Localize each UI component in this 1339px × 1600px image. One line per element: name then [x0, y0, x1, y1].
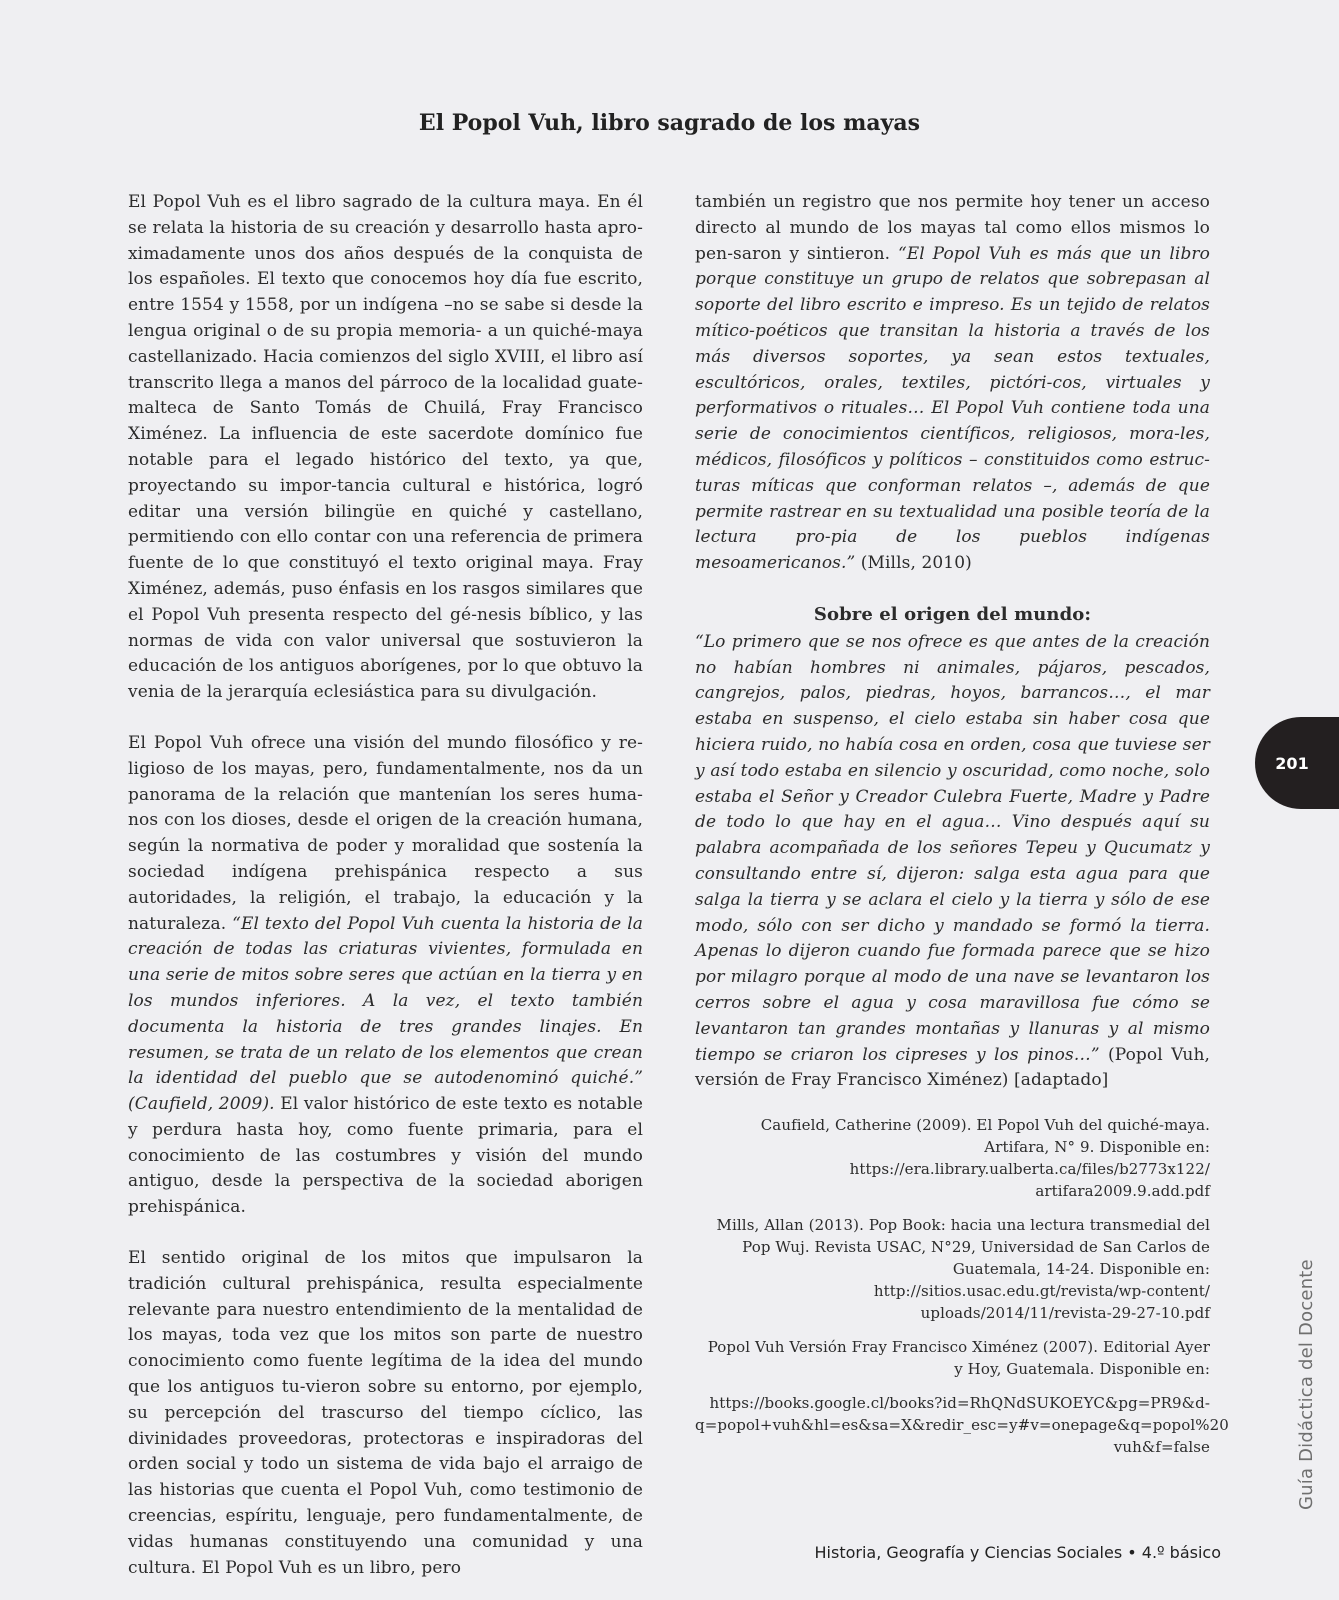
citation: (Mills, 2010)	[855, 553, 972, 574]
paragraph	[695, 630, 1210, 1094]
reference-item: Popol Vuh Versión Fray Francisco Ximénez (2007). Editorial Ayer y Hoy, Guatemala. Disponible en:	[707, 1338, 1210, 1379]
page-number-tab	[1255, 717, 1339, 809]
sidebar-label: Guía Didáctica del Docente	[1296, 1259, 1317, 1510]
quote: “Lo primero que se nos ofrece es que antes de la creación no habían hombres ni animales, pájaros, pescados, cangrejos, palos, piedras, hoyos, barrancos…, el mar estaba en suspenso, el cielo estaba sin haber cosa que hiciera ruido, no había cosa en orden, cosa que tuviese ser y así todo estaba en silencio y oscuridad, como noche, solo estaba el Señor y Creador Culebra Fuerte, Madre y Padre de todo lo que hay en el agua… Vino después aquí su palabra acompañada de los señores Tepeu y Qucumatz y consultando entre sí, dijeron: salga esta agua para que salga la tierra y se aclara el cielo y la tierra y sólo de ese modo, sólo con ser dicho y mandado se formó la tierra. Apenas lo dijeron cuando fue formada parece que se hizo por milagro porque al modo de una nave se levantaron los cerros sobre el agua y cosa maravillosa fue cómo se levantaron tan grandes montañas y llanuras y al mismo tiempo se criaron los cipreses y los pinos…”	[695, 631, 1210, 1065]
reference-item: Caufield, Catherine (2009). El Popol Vuh del quiché-maya. Artifara, N° 9. Disponible en: https://era.library.ualberta.ca/files/b2773x122/ artifara2009.9.add.pdf	[760, 1116, 1210, 1201]
quote: “El texto del Popol Vuh cuenta la historia de la creación de todas las criaturas vivientes, formulada en una serie de mitos sobre seres que actúan en la tierra y en los mundos inferiores. A la vez, el texto también documenta la historia de tres grandes linajes. En resumen, se trata de un relato de los elementos que crean la identidad del pueblo que se autodenominó quiché.” (Caufield, 2009).	[128, 913, 643, 1115]
page-title: El Popol Vuh, libro sagrado de los mayas	[418, 110, 921, 136]
paragraph	[128, 731, 643, 1221]
page-number: 201	[1275, 753, 1309, 773]
section-heading: Sobre el origen del mundo:	[813, 603, 1092, 625]
left-column	[128, 190, 643, 1581]
paragraph-text: también un registro que nos permite hoy tener un acceso directo al mundo de los mayas tal como ellos mismos lo pen-saron y sintieron.	[695, 192, 1210, 264]
paragraph-text: El valor histórico de este texto es notable y perdura hasta hoy, como fuente primaria, para el conocimiento de las costumbres y visión del mundo antiguo, desde la perspectiva de la sociedad aborigen prehispánica.	[128, 1094, 643, 1218]
quote: “El Popol Vuh es más que un libro porque constituye un grupo de relatos que sobrepasan al soporte del libro escrito e impreso. Es un tejido de relatos mítico-poéticos que transitan la historia a través de los más diversos soportes, ya sean estos textuales, escultóricos, orales, textiles, pictóri-cos, virtuales y performativos o rituales… El Popol Vuh contiene toda una serie de conocimientos científicos, religiosos, mora-les, médicos, filosóficos y políticos – constituidos como estruc-turas míticas que conforman relatos –, además de que permite rastrear en su textualidad una posible teoría de la lectura pro-pia de los pueblos indígenas mesoamericanos.”	[695, 243, 1210, 574]
reference-item: https://books.google.cl/books?id=RhQNdSUKOEYC&pg=PR9&d-q=popol+vuh&hl=es&sa=X&redir_esc=y#v=onepage&q=popol%20 vuh&f=false	[695, 1394, 1229, 1457]
right-column	[695, 190, 1229, 1470]
paragraph	[695, 190, 1210, 577]
paragraph-text: El Popol Vuh ofrece una visión del mundo filosófico y re-ligioso de los mayas, pero, fundamentalmente, nos da un panorama de la relación que mantenían los seres huma-nos con los dioses, desde el origen de la creación humana, según la normativa de poder y moralidad que sostenía la sociedad indígena prehispánica respecto a sus autoridades, la religión, el trabajo, la educación y la naturaleza.	[128, 732, 643, 934]
references	[695, 1114, 1229, 1458]
reference-item: Mills, Allan (2013). Pop Book: hacia una lectura transmedial del Pop Wuj. Revista USAC, N°29, Universidad de San Carlos de Guatemala, 14-24. Disponible en: http://sitios.usac.edu.gt/revista/wp-content/ uploads/2014/11/revista-29-27-10.pdf	[716, 1216, 1210, 1323]
paragraph: El Popol Vuh es el libro sagrado de la cultura maya. En él se relata la historia de su creación y desarrollo hasta apro-ximadamente unos dos años después de la conquista de los españoles. El texto que conocemos hoy día fue escrito, entre 1554 y 1558, por un indígena –no se sabe si desde la lengua original o de su propia memoria- a un quiché-maya castellanizado. Hacia comienzos del siglo XVIII, el libro así transcrito llega a manos del párroco de la localidad guate-malteca de Santo Tomás de Chuilá, Fray Francisco Ximénez. La influencia de este sacerdote domínico fue notable para el legado histórico del texto, ya que, proyectando su impor-tancia cultural e histórica, logró editar una versión bilingüe en quiché y castellano, permitiendo con ello contar con una referencia de primera fuente de lo que constituyó el texto original maya. Fray Ximénez, además, puso énfasis en los rasgos similares que el Popol Vuh presenta respecto del gé-nesis bíblico, y las normas de vida con valor universal que sostuvieron la educación de los antiguos aborígenes, por lo que obtuvo la venia de la jerarquía eclesiástica para su divulgación.	[128, 192, 643, 703]
paragraph: El sentido original de los mitos que impulsaron la tradición cultural prehispánica, resulta especialmente relevante para nuestro entendimiento de la mentalidad de los mayas, toda vez que los mitos son parte de nuestro conocimiento como fuente legítima de la idea del mundo que los antiguos tu-vieron sobre su entorno, por ejemplo, su percepción del trascurso del tiempo cíclico, las divinidades proveedoras, protectoras e inspiradoras del orden social y todo un sistema de vida bajo el arraigo de las historias que cuenta el Popol Vuh, como testimonio de creencias, espíritu, lenguaje, pero fundamentalmente, de vidas humanas constituyendo una comunidad y una cultura. El Popol Vuh es un libro, pero	[128, 1248, 643, 1578]
citation: (Popol Vuh, versión de Fray Francisco Ximénez) [adaptado]	[695, 1044, 1210, 1091]
page-footer: Historia, Geografía y Ciencias Sociales • 4.º básico	[814, 1543, 1221, 1562]
